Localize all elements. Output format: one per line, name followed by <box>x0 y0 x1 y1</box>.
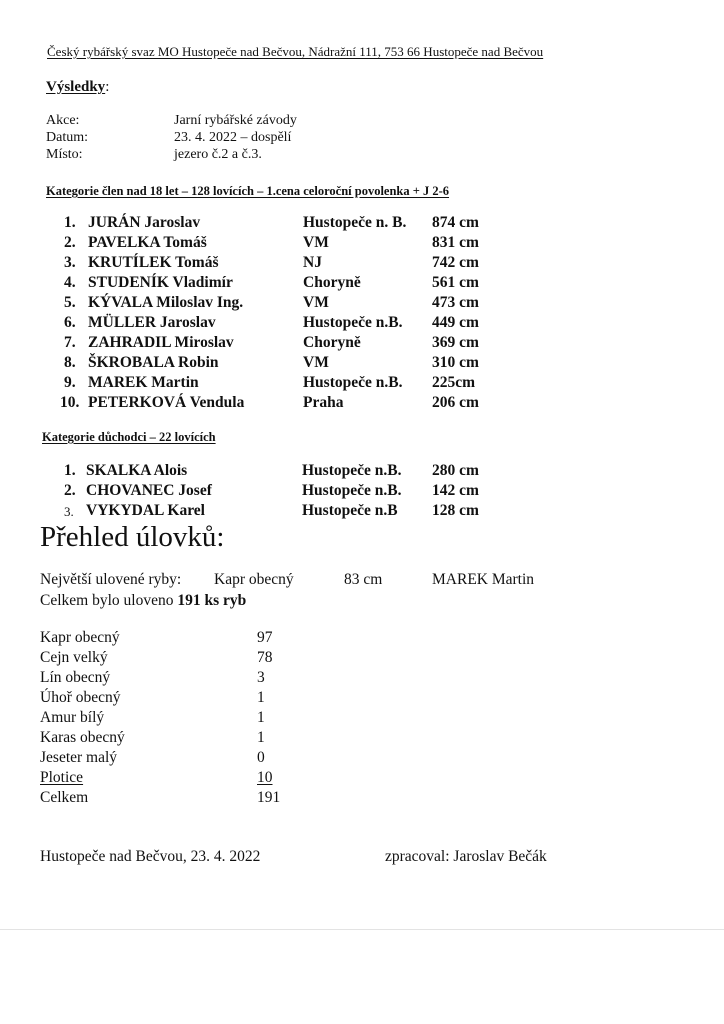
result-row <box>0 254 724 274</box>
species-count: 78 <box>257 649 273 666</box>
result-place: Hustopeče n.B. <box>302 482 402 499</box>
result-row <box>0 502 724 522</box>
result-place: Choryně <box>303 274 361 291</box>
event-label: Akce: <box>46 113 80 128</box>
result-row <box>0 394 724 414</box>
scan-edge-divider <box>0 929 724 930</box>
species-total-label: Celkem <box>40 789 89 806</box>
result-length: 473 cm <box>432 294 479 311</box>
biggest-fish-species: Kapr obecný <box>214 571 294 588</box>
result-name: PETERKOVÁ Vendula <box>88 394 245 411</box>
species-row <box>0 689 724 709</box>
result-rank: 8. <box>64 354 76 371</box>
biggest-fish-label: Největší ulovené ryby: <box>40 571 182 588</box>
species-row <box>0 649 724 669</box>
footer-processed-by: zpracoval: Jaroslav Bečák <box>385 848 547 865</box>
date-label: Datum: <box>46 130 88 145</box>
result-row <box>0 294 724 314</box>
result-length: 369 cm <box>432 334 479 351</box>
species-total-value: 191 <box>257 789 281 806</box>
result-place: VM <box>303 294 329 311</box>
results-heading <box>46 79 109 96</box>
result-length: 206 cm <box>432 394 479 411</box>
results-colon: : <box>105 79 110 95</box>
result-row <box>0 214 724 234</box>
species-row <box>0 709 724 729</box>
result-rank: 5. <box>64 294 76 311</box>
result-place: VM <box>303 234 329 251</box>
result-name: KÝVALA Miloslav Ing. <box>88 294 244 311</box>
result-place: Hustopeče n.B. <box>303 314 403 331</box>
result-length: 742 cm <box>432 254 479 271</box>
result-row <box>0 462 724 482</box>
result-length: 225cm <box>432 374 476 391</box>
result-place: Hustopeče n. B. <box>303 214 407 231</box>
result-name: ZAHRADIL Miroslav <box>88 334 234 351</box>
event-value: Jarní rybářské závody <box>174 113 297 128</box>
species-name: Kapr obecný <box>40 629 120 646</box>
location-value: jezero č.2 a č.3. <box>174 147 262 162</box>
species-name: Lín obecný <box>40 669 111 686</box>
organization-header: Český rybářský svaz MO Hustopeče nad Bečvou, Nádražní 111, 753 66 Hustopeče nad Bečvou <box>47 44 544 59</box>
result-rank: 3. <box>64 254 76 271</box>
result-length: 280 cm <box>432 462 479 479</box>
result-name: ŠKROBALA Robin <box>88 354 219 371</box>
result-row <box>0 374 724 394</box>
result-name: MAREK Martin <box>88 374 199 391</box>
result-rank: 4. <box>64 274 76 291</box>
result-place: Hustopeče n.B. <box>303 374 403 391</box>
species-row <box>0 669 724 689</box>
date-value: 23. 4. 2022 – dospělí <box>174 130 292 145</box>
result-name: KRUTÍLEK Tomáš <box>88 254 219 271</box>
species-row <box>0 769 724 789</box>
biggest-fish-length: 83 cm <box>344 571 383 588</box>
result-row <box>0 314 724 334</box>
result-row <box>0 234 724 254</box>
result-name: PAVELKA Tomáš <box>88 234 207 251</box>
species-row <box>0 749 724 769</box>
result-name: STUDENÍK Vladimír <box>88 274 233 291</box>
category-adults-title: Kategorie člen nad 18 let – 128 lovících – 1.cena celoroční povolenka + J 2-6 <box>46 184 450 198</box>
result-rank: 10. <box>60 394 80 411</box>
total-catch-value: 191 ks ryb <box>177 592 247 609</box>
result-place: Praha <box>303 394 344 411</box>
result-rank: 7. <box>64 334 76 351</box>
species-count: 0 <box>257 749 265 766</box>
result-row <box>0 482 724 502</box>
location-label: Místo: <box>46 147 83 162</box>
result-rank: 9. <box>64 374 76 391</box>
result-row <box>0 274 724 294</box>
result-place: Hustopeče n.B. <box>302 462 402 479</box>
results-title: Výsledky <box>46 79 106 95</box>
category-seniors-title: Kategorie důchodci – 22 lovících <box>42 430 216 444</box>
species-row <box>0 629 724 649</box>
species-count: 1 <box>257 689 265 706</box>
species-count: 1 <box>257 729 265 746</box>
species-count: 3 <box>257 669 265 686</box>
result-name: SKALKA Alois <box>86 462 188 479</box>
species-count: 97 <box>257 629 273 646</box>
species-total-row <box>0 789 724 809</box>
result-place: NJ <box>303 254 322 271</box>
result-length: 142 cm <box>432 482 479 499</box>
catch-overview-title: Přehled úlovků: <box>40 521 225 553</box>
species-name: Cejn velký <box>40 649 108 666</box>
result-name: VYKYDAL Karel <box>86 502 205 519</box>
result-place: Choryně <box>303 334 361 351</box>
result-length: 310 cm <box>432 354 479 371</box>
result-length: 831 cm <box>432 234 479 251</box>
result-name: MÜLLER Jaroslav <box>88 314 216 331</box>
result-rank: 6. <box>64 314 76 331</box>
biggest-fish-angler: MAREK Martin <box>432 571 535 588</box>
species-name: Jeseter malý <box>40 749 118 766</box>
result-length: 561 cm <box>432 274 479 291</box>
footer-place-date: Hustopeče nad Bečvou, 23. 4. 2022 <box>40 848 261 865</box>
total-catch <box>40 592 246 610</box>
species-name: Plotice <box>40 769 84 786</box>
result-rank: 3. <box>64 504 74 519</box>
species-name: Karas obecný <box>40 729 125 746</box>
result-length: 128 cm <box>432 502 479 519</box>
result-name: JURÁN Jaroslav <box>88 214 201 231</box>
result-rank: 2. <box>64 482 76 499</box>
result-rank: 1. <box>64 214 76 231</box>
species-name: Amur bílý <box>40 709 105 726</box>
species-row <box>0 729 724 749</box>
result-place: VM <box>303 354 329 371</box>
species-count: 10 <box>257 769 273 786</box>
total-catch-prefix: Celkem bylo uloveno <box>40 592 174 609</box>
result-place: Hustopeče n.B <box>302 502 398 519</box>
species-name: Úhoř obecný <box>40 689 121 706</box>
result-name: CHOVANEC Josef <box>86 482 212 499</box>
result-length: 874 cm <box>432 214 479 231</box>
result-row <box>0 354 724 374</box>
result-rank: 2. <box>64 234 76 251</box>
result-rank: 1. <box>64 462 76 479</box>
result-row <box>0 334 724 354</box>
result-length: 449 cm <box>432 314 479 331</box>
species-count: 1 <box>257 709 265 726</box>
